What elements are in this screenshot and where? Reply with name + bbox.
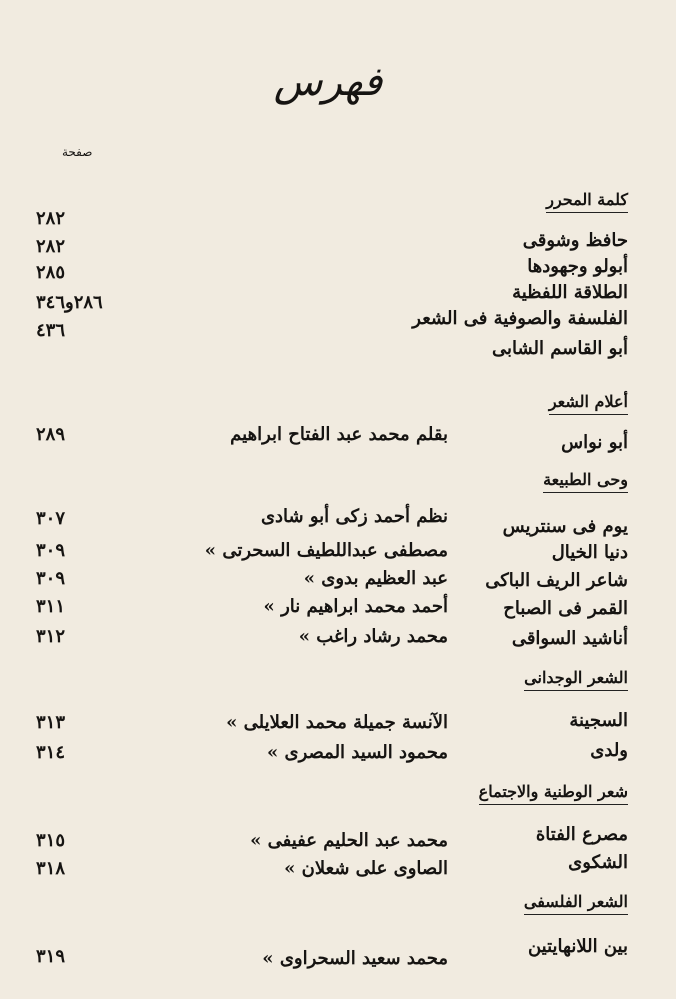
section-heading-patriotic: شعر الوطنية والاجتماع bbox=[479, 782, 628, 805]
entry-title: أبو نواس bbox=[561, 432, 628, 453]
entry-page: ٢٨٩ bbox=[36, 424, 66, 445]
page-title: فهرس bbox=[273, 59, 383, 105]
entry-page: ٣١٥ bbox=[36, 830, 66, 851]
entry-title: بين اللانهايتين bbox=[527, 936, 628, 957]
entry-title: شاعر الريف الباكى bbox=[485, 570, 628, 591]
section-heading-poetry-figures: أعلام الشعر bbox=[549, 392, 628, 415]
entry-author: « الصاوى على شعلان bbox=[284, 858, 448, 879]
entry-author: « مصطفى عبداللطيف السحرتى bbox=[204, 540, 448, 561]
section-heading-philosophical: الشعر الفلسفى bbox=[524, 892, 628, 915]
entry-author: « الآنسة جميلة محمد العلايلى bbox=[226, 712, 448, 733]
entry-title: أبو القاسم الشابى bbox=[491, 338, 628, 359]
entry-title: ولدى bbox=[590, 740, 628, 761]
entry-author: « أحمد محمد ابراهيم نار bbox=[263, 596, 448, 617]
entry-author: « محمد رشاد راغب bbox=[298, 626, 448, 647]
entry-page: ٣١١ bbox=[36, 596, 66, 617]
entry-title: السجينة bbox=[569, 710, 628, 731]
entry-title: الشكوى bbox=[568, 852, 628, 873]
entry-author: « محمد عبد الحليم عفيفى bbox=[250, 830, 448, 851]
entry-author: « عبد العظيم بدوى bbox=[303, 568, 448, 589]
entry-title: حافظ وشوقى bbox=[522, 230, 628, 251]
entry-title: أبولو وجهودها bbox=[527, 256, 628, 277]
entry-title: الفلسفة والصوفية فى الشعر bbox=[412, 308, 628, 329]
entry-title: الطلاقة اللفظية bbox=[512, 282, 628, 303]
entry-page: ٣٠٩ bbox=[36, 540, 66, 561]
entry-title: يوم فى سنتريس bbox=[502, 516, 628, 537]
page-column-label: صفحة bbox=[62, 145, 93, 159]
entry-author: « محمود السيد المصرى bbox=[267, 742, 448, 763]
entry-page: ٣١٨ bbox=[36, 858, 66, 879]
entry-page: ٣١٣ bbox=[36, 712, 66, 733]
entry-page: ٢٨٢ bbox=[36, 208, 66, 229]
entry-page: ٣٠٩ bbox=[36, 568, 66, 589]
entry-author: بقلم محمد عبد الفتاح ابراهيم bbox=[230, 424, 448, 445]
entry-page: ٢٨٦و٣٤٦ bbox=[36, 292, 103, 313]
entry-title: دنيا الخيال bbox=[551, 542, 628, 563]
entry-author: « محمد سعيد السحراوى bbox=[262, 948, 448, 969]
entry-page: ٣١٩ bbox=[36, 946, 66, 967]
section-heading-emotional: الشعر الوجدانى bbox=[524, 668, 628, 691]
entry-page: ٤٣٦ bbox=[36, 320, 66, 341]
entry-author: نظم أحمد زكى أبو شادى bbox=[260, 506, 448, 527]
entry-title: القمر فى الصباح bbox=[503, 598, 628, 619]
entry-page: ٣١٤ bbox=[36, 742, 66, 763]
entry-title: مصرع الفتاة bbox=[535, 824, 628, 845]
section-heading-editor: كلمة المحرر bbox=[546, 190, 628, 213]
entry-page: ٣٠٧ bbox=[36, 508, 66, 529]
entry-page: ٣١٢ bbox=[36, 626, 66, 647]
entry-title: أناشيد السواقى bbox=[511, 628, 628, 649]
entry-page: ٢٨٢ bbox=[36, 236, 66, 257]
entry-page: ٢٨٥ bbox=[36, 262, 66, 283]
section-heading-nature: وحى الطبيعة bbox=[543, 470, 628, 493]
